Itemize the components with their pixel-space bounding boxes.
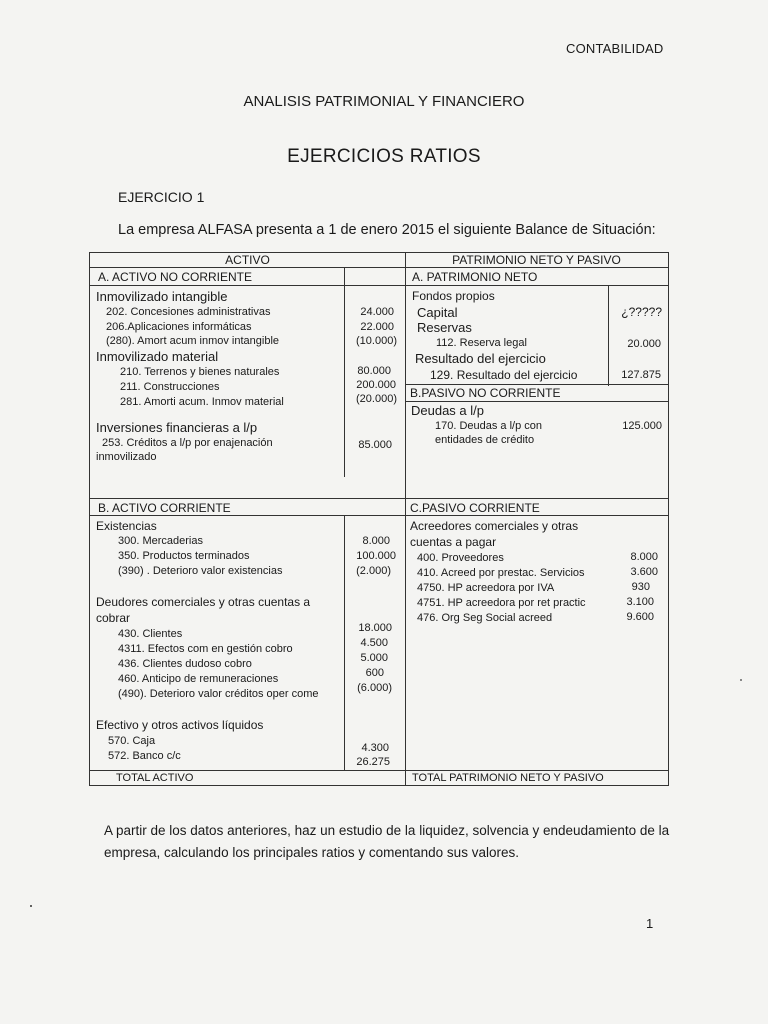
financial-heading: Inversiones financieras a l/p <box>96 420 258 435</box>
anc-row-label: 210. Terrenos y bienes naturales <box>120 366 280 378</box>
anc-row-value: 200.000 <box>356 379 396 391</box>
page-number: 1 <box>646 916 654 931</box>
pn-bottom-divider <box>405 384 668 385</box>
deudores-heading: Deudores comerciales y otras cuentas a <box>96 595 311 609</box>
ac-row-value: 100.000 <box>356 550 396 562</box>
ac-row-value: 4.300 <box>361 742 389 754</box>
pn-row-value: 127.875 <box>621 369 661 381</box>
ac-row-value: 18.000 <box>358 622 392 634</box>
anc-row-label: (280). Amort acum inmov intangible <box>106 335 280 347</box>
anc-row-value: 24.000 <box>360 306 394 318</box>
deudores-heading-cont: cobrar <box>96 611 131 625</box>
anc-row-label: 211. Construcciones <box>120 381 220 393</box>
pn-row-value: 20.000 <box>627 338 661 350</box>
pnc-row-label-cont: entidades de crédito <box>435 434 535 446</box>
intangible-heading: Inmovilizado intangible <box>96 289 228 304</box>
ac-row-label: 572. Banco c/c <box>108 750 181 762</box>
anc-row-value: (20.000) <box>356 393 397 405</box>
pc-row-value: 3.600 <box>630 566 658 578</box>
ac-row-value: (2.000) <box>356 565 391 577</box>
pc-row-label: 4751. HP acreedora por ret practic <box>417 597 586 609</box>
total-pn-pasivo-label: TOTAL PATRIMONIO NETO Y PASIVO <box>412 772 604 784</box>
ac-row-value: 4.500 <box>360 637 388 649</box>
anc-row-label: 206.Aplicaciones informáticas <box>106 321 252 333</box>
course-label: CONTABILIDAD <box>566 41 664 56</box>
scan-speck <box>30 905 32 907</box>
pn-title: A. PATRIMONIO NETO <box>412 270 538 284</box>
pc-row-value: 8.000 <box>630 551 658 563</box>
ac-row-value: 8.000 <box>362 535 390 547</box>
ac-row-label: 350. Productos terminados <box>118 550 250 562</box>
ac-row-value: 26.275 <box>356 756 390 768</box>
pnc-title-divider <box>405 401 668 402</box>
material-heading: Inmovilizado material <box>96 349 219 364</box>
ac-row-label: 460. Anticipo de remuneraciones <box>118 673 279 685</box>
pn-row-label: 112. Reserva legal <box>436 337 527 349</box>
ac-row-label: 4311. Efectos com en gestión cobro <box>118 643 293 655</box>
anc-row-label: 202. Concesiones administrativas <box>106 306 271 318</box>
pc-row-label: 4750. HP acreedora por IVA <box>417 582 555 594</box>
balance-sheet-table <box>89 252 669 786</box>
acreedores-heading: Acreedores comerciales y otras <box>410 519 579 533</box>
deudas-heading: Deudas a l/p <box>411 403 484 418</box>
ac-row-label: (490). Deterioro valor créditos oper come <box>118 688 319 700</box>
efectivo-heading: Efectivo y otros activos líquidos <box>96 718 264 732</box>
ac-row-label: 300. Mercaderias <box>118 535 203 547</box>
total-activo-label: TOTAL ACTIVO <box>116 772 194 784</box>
exercise-heading: EJERCICIO 1 <box>118 189 205 205</box>
ac-row-label: 570. Caja <box>108 735 156 747</box>
exercise-intro: La empresa ALFASA presenta a 1 de enero 2015 el siguiente Balance de Situación: <box>118 222 656 238</box>
exercise-instructions: A partir de los datos anteriores, haz un estudio de la liquidez, solvencia y endeudamiento de la empresa, calculando los principales ratios y comentando sus valores. <box>104 823 670 860</box>
anc-row-value: 22.000 <box>360 321 394 333</box>
anc-row-value: 85.000 <box>358 439 392 451</box>
pnc-row-value: 125.000 <box>622 420 662 432</box>
pc-row-value: 9.600 <box>626 611 654 623</box>
pc-row-label: 476. Org Seg Social acreed <box>417 612 553 624</box>
anc-row-label-cont: inmovilizado <box>96 451 157 463</box>
pc-row-value: 3.100 <box>626 596 654 608</box>
acreedores-heading-cont: cuentas a pagar <box>410 535 497 549</box>
ac-title: B. ACTIVO CORRIENTE <box>98 501 231 515</box>
pc-title: C.PASIVO CORRIENTE <box>410 501 540 515</box>
scan-speck <box>740 679 742 681</box>
capital-label: Capital <box>417 305 458 320</box>
pn-pasivo-header: PATRIMONIO NETO Y PASIVO <box>452 253 621 267</box>
anc-row-label: 281. Amorti acum. Inmov material <box>120 396 284 408</box>
ac-row-value: 600 <box>365 667 384 679</box>
pc-row-value: 930 <box>631 581 650 593</box>
section-title-divider <box>90 285 668 286</box>
ac-row-label: (390) . Deterioro valor existencias <box>118 565 283 577</box>
activo-header: ACTIVO <box>225 253 270 267</box>
pc-row-label: 410. Acreed por prestac. Servicios <box>417 567 585 579</box>
pnc-title: B.PASIVO NO CORRIENTE <box>410 386 561 400</box>
current-section-divider <box>90 498 668 499</box>
pnc-row-label: 170. Deudas a l/p con <box>435 420 543 432</box>
anc-row-value: 80.000 <box>357 365 391 377</box>
pn-row-label: 129. Resultado del ejercicio <box>430 368 578 382</box>
document-subtitle: ANALISIS PATRIMONIAL Y FINANCIERO <box>243 93 525 110</box>
existencias-heading: Existencias <box>96 519 157 533</box>
capital-value: ¿????? <box>621 305 662 319</box>
pc-row-label: 400. Proveedores <box>417 552 504 564</box>
center-column-divider <box>405 253 406 785</box>
anc-row-label: 253. Créditos a l/p por enajenación <box>102 437 273 449</box>
ac-row-label: 436. Clientes dudoso cobro <box>118 658 252 670</box>
fondos-propios-heading: Fondos propios <box>412 289 495 303</box>
resultado-heading: Resultado del ejercicio <box>415 351 546 366</box>
ac-row-label: 430. Clientes <box>118 628 183 640</box>
anc-row-value: (10.000) <box>356 335 397 347</box>
anc-title: A. ACTIVO NO CORRIENTE <box>98 270 253 284</box>
reservas-heading: Reservas <box>417 320 472 335</box>
ac-row-value: (6.000) <box>357 682 392 694</box>
ac-row-value: 5.000 <box>360 652 388 664</box>
document-title: EJERCICIOS RATIOS <box>287 146 481 167</box>
